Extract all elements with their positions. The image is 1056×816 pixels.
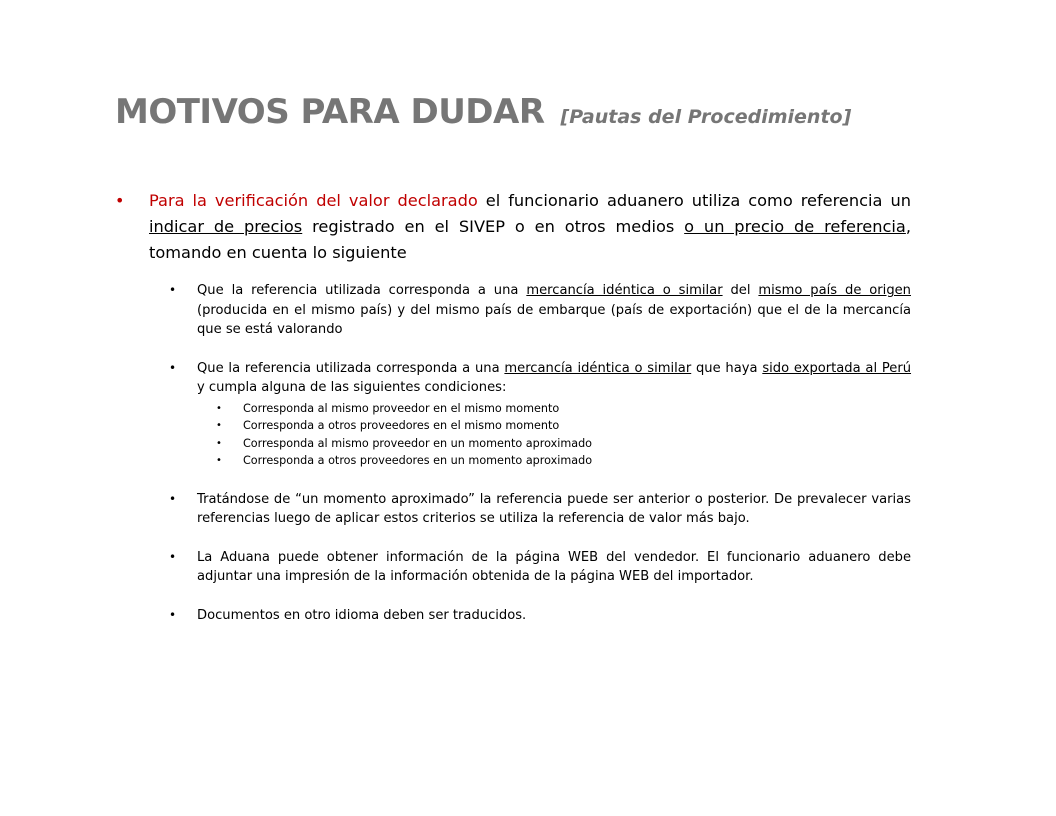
main-text-c: , tomando en cuenta lo siguiente xyxy=(149,217,912,262)
condition-text: Corresponda a otros proveedores en un momento aproximado xyxy=(243,454,593,467)
criteria-item-origin xyxy=(169,281,911,340)
underlined-term-price-indicator: indicar de precios xyxy=(149,217,303,236)
main-bullet xyxy=(115,188,912,266)
item-text-b: que haya xyxy=(691,360,763,376)
bullet-marker: • xyxy=(216,455,222,466)
underlined-term-reference-price: o un precio de referencia xyxy=(684,217,906,236)
underlined-term-same-country: mismo país de origen xyxy=(758,283,911,298)
condition-item xyxy=(216,452,911,470)
bullet-marker: • xyxy=(169,491,177,506)
criteria-item-exported xyxy=(169,359,912,398)
item-text-a: Que la referencia utilizada corresponda a una xyxy=(197,283,527,298)
bullet-marker: • xyxy=(169,283,177,297)
item-text-a: Que la referencia utilizada corresponda a una xyxy=(197,360,505,376)
item-text-b: del xyxy=(722,283,759,298)
main-text-b: registrado en el SIVEP o en otros medios xyxy=(302,217,685,236)
bullet-marker: • xyxy=(169,549,177,564)
bullet-marker: • xyxy=(169,607,177,622)
condition-text: Corresponda al mismo proveedor en un momento aproximado xyxy=(243,436,593,450)
conditions-list xyxy=(197,400,911,470)
condition-text: Corresponda a otros proveedores en el mismo momento xyxy=(243,419,560,432)
item-text: Tratándose de “un momento aproximado” la referencia puede ser anterior o posterior. De prevalecer varias referencias luego de aplicar estos criterios se utiliza la referencia de valor más bajo. xyxy=(197,491,911,526)
underlined-term-identical-goods: mercancía idéntica o similar xyxy=(526,283,723,298)
condition-item xyxy=(216,400,911,418)
item-text-c: y cumpla alguna de las siguientes condiciones: xyxy=(197,380,507,395)
condition-text: Corresponda al mismo proveedor en el mismo momento xyxy=(243,401,560,415)
criteria-item-approximate-moment xyxy=(169,490,911,529)
bullet-marker: • xyxy=(169,360,177,375)
underlined-term-identical-goods: mercancía idéntica o similar xyxy=(504,360,692,376)
condition-item xyxy=(216,417,911,435)
item-text: La Aduana puede obtener información de la página WEB del vendedor. El funcionario aduanero debe adjuntar una impresión de la información obtenida de la página WEB del importador. xyxy=(197,549,911,584)
main-text-a: el funcionario aduanero utiliza como referencia un xyxy=(477,191,911,210)
bullet-marker: • xyxy=(115,191,125,210)
item-text-c: (producida en el mismo país) y del mismo país de embarque (país de exportación) que el de la mercancía que se está valorando xyxy=(197,302,911,337)
bullet-marker: • xyxy=(216,402,222,414)
title-subtitle: [Pautas del Procedimiento] xyxy=(560,106,852,128)
underlined-term-exported-peru: sido exportada al Perú xyxy=(762,360,912,376)
bullet-marker: • xyxy=(216,437,222,449)
criteria-list xyxy=(169,281,912,644)
item-text: Documentos en otro idioma deben ser traducidos. xyxy=(197,607,527,623)
criteria-item-translation xyxy=(169,606,911,626)
title-main: MOTIVOS PARA DUDAR xyxy=(115,92,545,132)
highlight-text: Para la verificación del valor declarado xyxy=(149,191,478,210)
criteria-item-web-page xyxy=(169,548,911,587)
slide-title xyxy=(115,92,935,132)
bullet-marker: • xyxy=(216,420,222,431)
condition-item xyxy=(216,435,911,453)
